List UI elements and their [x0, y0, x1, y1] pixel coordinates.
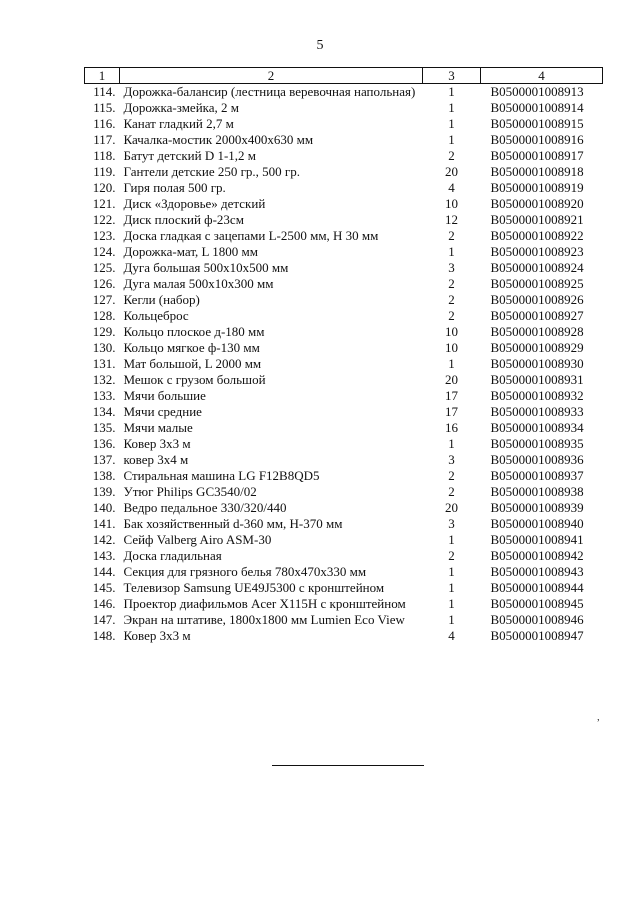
row-name: Экран на штативе, 1800х1800 мм Lumien Eco View — [123, 612, 405, 627]
table-row — [85, 260, 603, 276]
row-inventory-code: B0500001008935 — [490, 436, 584, 451]
row-quantity: 2 — [448, 292, 455, 307]
row-name: Проектор диафильмов Acer X115H с кронштейном — [123, 596, 406, 611]
row-name: Кольцо плоское д-180 мм — [123, 324, 265, 339]
row-quantity: 3 — [448, 516, 455, 531]
table-row — [85, 212, 603, 228]
row-quantity: 2 — [448, 484, 455, 499]
table-row — [85, 276, 603, 292]
table-row — [85, 180, 603, 196]
page-number: 5 — [316, 38, 324, 53]
table-row — [85, 340, 603, 356]
row-inventory-code: B0500001008914 — [490, 100, 584, 115]
table-row — [85, 420, 603, 436]
row-quantity: 2 — [448, 468, 455, 483]
row-quantity: 17 — [445, 388, 458, 403]
row-name: Дуга малая 500х10х300 мм — [123, 276, 274, 291]
row-number: 134. — [92, 404, 116, 419]
row-number: 115. — [93, 100, 116, 115]
row-inventory-code: B0500001008943 — [490, 564, 584, 579]
table-row — [85, 404, 603, 420]
row-name: Кольцеброс — [123, 308, 189, 323]
row-number: 126. — [92, 276, 116, 291]
header-col-4: 4 — [481, 68, 603, 84]
row-number: 138. — [92, 468, 116, 483]
row-number: 133. — [92, 388, 116, 403]
table-row — [85, 452, 603, 468]
row-name: Сейф Valberg Airo ASM-30 — [123, 532, 272, 547]
table-row — [85, 196, 603, 212]
row-number: 135. — [92, 420, 116, 435]
row-quantity: 1 — [448, 84, 455, 99]
table-row — [85, 148, 603, 164]
row-quantity: 12 — [445, 212, 458, 227]
table-row — [85, 628, 603, 644]
row-number: 122. — [92, 212, 116, 227]
row-quantity: 1 — [448, 580, 455, 595]
row-name: Мешок с грузом большой — [123, 372, 266, 387]
row-name: Стиральная машина LG F12B8QD5 — [123, 468, 320, 483]
row-number: 117. — [93, 132, 116, 147]
row-quantity: 3 — [448, 452, 455, 467]
row-name: Мат большой, L 2000 мм — [123, 356, 262, 371]
table-row — [85, 596, 603, 612]
table-row — [85, 532, 603, 548]
row-quantity: 1 — [448, 596, 455, 611]
table-row — [85, 468, 603, 484]
row-name: Утюг Philips GC3540/02 — [123, 484, 257, 499]
row-number: 137. — [92, 452, 116, 467]
row-number: 130. — [92, 340, 116, 355]
row-number: 116. — [93, 116, 116, 131]
inventory-table — [84, 67, 603, 644]
table-row — [85, 612, 603, 628]
table-row — [85, 228, 603, 244]
row-quantity: 1 — [448, 564, 455, 579]
table-row — [85, 548, 603, 564]
table-row — [85, 100, 603, 116]
row-quantity: 4 — [448, 628, 455, 643]
row-inventory-code: B0500001008928 — [490, 324, 584, 339]
header-col-3: 3 — [423, 68, 481, 84]
table-row — [85, 116, 603, 132]
row-inventory-code: B0500001008917 — [490, 148, 584, 163]
row-inventory-code: B0500001008944 — [490, 580, 584, 595]
row-inventory-code: B0500001008932 — [490, 388, 584, 403]
row-inventory-code: B0500001008942 — [490, 548, 584, 563]
row-quantity: 1 — [448, 116, 455, 131]
row-quantity: 10 — [445, 196, 458, 211]
header-col-1: 1 — [85, 68, 120, 84]
row-quantity: 10 — [445, 324, 458, 339]
row-inventory-code: B0500001008946 — [490, 612, 584, 627]
row-inventory-code: B0500001008941 — [490, 532, 584, 547]
table-row — [85, 436, 603, 452]
row-inventory-code: B0500001008945 — [490, 596, 584, 611]
row-quantity: 1 — [448, 532, 455, 547]
row-number: 147. — [92, 612, 116, 627]
row-inventory-code: B0500001008919 — [490, 180, 584, 195]
header-row — [85, 68, 603, 84]
row-quantity: 20 — [445, 164, 458, 179]
table-row — [85, 372, 603, 388]
row-number: 141. — [92, 516, 116, 531]
row-inventory-code: B0500001008931 — [490, 372, 584, 387]
row-name: Дуга большая 500х10х500 мм — [123, 260, 289, 275]
row-inventory-code: B0500001008934 — [490, 420, 584, 435]
row-quantity: 2 — [448, 148, 455, 163]
row-inventory-code: B0500001008922 — [490, 228, 584, 243]
row-inventory-code: B0500001008915 — [490, 116, 584, 131]
row-quantity: 17 — [445, 404, 458, 419]
row-quantity: 1 — [448, 100, 455, 115]
row-number: 140. — [92, 500, 116, 515]
row-inventory-code: B0500001008940 — [490, 516, 584, 531]
table-row — [85, 308, 603, 324]
row-inventory-code: B0500001008924 — [490, 260, 584, 275]
row-quantity: 3 — [448, 260, 455, 275]
row-inventory-code: B0500001008923 — [490, 244, 584, 259]
row-inventory-code: B0500001008937 — [490, 468, 584, 483]
row-quantity: 2 — [448, 308, 455, 323]
row-inventory-code: B0500001008926 — [490, 292, 584, 307]
row-name: Мячи средние — [123, 404, 202, 419]
row-number: 124. — [92, 244, 116, 259]
row-quantity: 2 — [448, 228, 455, 243]
row-inventory-code: B0500001008947 — [490, 628, 584, 643]
row-name: Диск плоский ф-23см — [123, 212, 244, 227]
row-inventory-code: B0500001008930 — [490, 356, 584, 371]
row-quantity: 16 — [445, 420, 458, 435]
table-row — [85, 516, 603, 532]
row-name: Гантели детские 250 гр., 500 гр. — [123, 164, 301, 179]
row-name: Кегли (набор) — [123, 292, 200, 307]
row-inventory-code: B0500001008921 — [490, 212, 584, 227]
row-inventory-code: B0500001008929 — [490, 340, 584, 355]
header-col-2: 2 — [120, 68, 423, 84]
row-number: 120. — [92, 180, 116, 195]
table-row — [85, 84, 603, 101]
table-row — [85, 484, 603, 500]
table-row — [85, 500, 603, 516]
row-number: 131. — [92, 356, 116, 371]
row-name: Бак хозяйственный d-360 мм, Н-370 мм — [123, 516, 343, 531]
row-name: Качалка-мостик 2000х400х630 мм — [123, 132, 314, 147]
row-inventory-code: B0500001008927 — [490, 308, 584, 323]
table-row — [85, 244, 603, 260]
row-inventory-code: B0500001008936 — [490, 452, 584, 467]
row-quantity: 2 — [448, 276, 455, 291]
row-name: Ковер 3х3 м — [123, 628, 191, 643]
row-name: Секция для грязного белья 780х470х330 мм — [123, 564, 367, 579]
row-name: Доска гладильная — [123, 548, 222, 563]
table-row — [85, 356, 603, 372]
row-quantity: 2 — [448, 548, 455, 563]
row-number: 118. — [93, 148, 116, 163]
row-name: Ковер 3х3 м — [123, 436, 191, 451]
table-body — [85, 84, 603, 645]
row-number: 114. — [93, 84, 116, 99]
row-number: 132. — [92, 372, 116, 387]
row-number: 121. — [92, 196, 116, 211]
row-inventory-code: B0500001008925 — [490, 276, 584, 291]
row-quantity: 20 — [445, 500, 458, 515]
row-inventory-code: B0500001008916 — [490, 132, 584, 147]
row-number: 139. — [92, 484, 116, 499]
row-number: 148. — [92, 628, 116, 643]
row-name: Мячи малые — [123, 420, 193, 435]
row-name: Дорожка-балансир (лестница веревочная напольная) — [123, 84, 416, 99]
row-quantity: 4 — [448, 180, 455, 195]
table-row — [85, 324, 603, 340]
row-quantity: 1 — [448, 612, 455, 627]
row-name: Дорожка-змейка, 2 м — [123, 100, 240, 115]
row-number: 145. — [92, 580, 116, 595]
table-row — [85, 388, 603, 404]
row-name: Телевизор Samsung UE49J5300 с кронштейном — [123, 580, 385, 595]
row-number: 128. — [92, 308, 116, 323]
row-quantity: 1 — [448, 436, 455, 451]
row-number: 123. — [92, 228, 116, 243]
row-quantity: 1 — [448, 244, 455, 259]
row-number: 146. — [92, 596, 116, 611]
row-number: 144. — [92, 564, 116, 579]
row-inventory-code: B0500001008918 — [490, 164, 584, 179]
table-row — [85, 580, 603, 596]
row-number: 136. — [92, 436, 116, 451]
table-header — [85, 68, 603, 84]
row-name: Гиря полая 500 гр. — [123, 180, 226, 195]
row-number: 129. — [92, 324, 116, 339]
table-row — [85, 132, 603, 148]
row-name: Кольцо мягкое ф-130 мм — [123, 340, 260, 355]
row-inventory-code: B0500001008939 — [490, 500, 584, 515]
row-inventory-code: B0500001008913 — [490, 84, 584, 99]
row-number: 142. — [92, 532, 116, 547]
closing-rule — [272, 765, 424, 766]
row-inventory-code: B0500001008920 — [490, 196, 584, 211]
row-name: ковер 3х4 м — [123, 452, 189, 467]
row-name: Ведро педальное 330/320/440 — [123, 500, 287, 515]
row-name: Доска гладкая с зацепами L-2500 мм, Н 30 мм — [123, 228, 379, 243]
row-number: 119. — [93, 164, 116, 179]
table-row — [85, 292, 603, 308]
row-name: Мячи большие — [123, 388, 206, 403]
table-row — [85, 164, 603, 180]
row-number: 127. — [92, 292, 116, 307]
row-name: Дорожка-мат, L 1800 мм — [123, 244, 258, 259]
row-inventory-code: B0500001008933 — [490, 404, 584, 419]
row-quantity: 20 — [445, 372, 458, 387]
row-quantity: 10 — [445, 340, 458, 355]
row-inventory-code: B0500001008938 — [490, 484, 584, 499]
row-name: Диск «Здоровье» детский — [123, 196, 266, 211]
row-quantity: 1 — [448, 356, 455, 371]
row-name: Канат гладкий 2,7 м — [123, 116, 234, 131]
table-row — [85, 564, 603, 580]
stray-mark: , — [597, 711, 600, 723]
row-number: 125. — [92, 260, 116, 275]
row-name: Батут детский D 1-1,2 м — [123, 148, 257, 163]
row-quantity: 1 — [448, 132, 455, 147]
row-number: 143. — [92, 548, 116, 563]
